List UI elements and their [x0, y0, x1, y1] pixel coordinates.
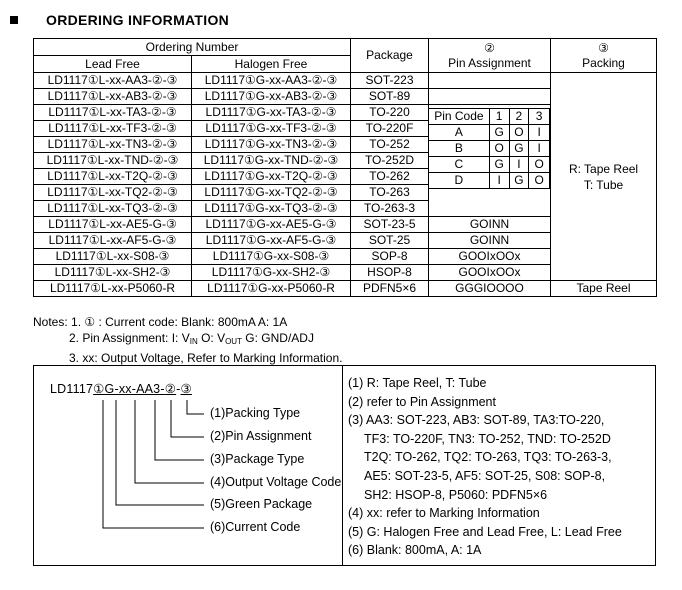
pin-code-row	[429, 173, 550, 189]
label-pin-assignment: (2)Pin Assignment	[210, 429, 312, 443]
halogen-free-part: LD1117①G-xx-T2Q-②-③	[192, 169, 351, 185]
package-cell: TO-220	[351, 105, 429, 121]
part-middle: -xx-AA3-	[114, 382, 165, 396]
halogen-free-header: Halogen Free	[192, 56, 351, 73]
halogen-free-part: LD1117①G-xx-TQ2-②-③	[192, 185, 351, 201]
subscript-out: OUT	[225, 337, 242, 346]
lead-free-part: LD1117①L-xx-TN3-②-③	[34, 137, 192, 153]
heading-text: ORDERING INFORMATION	[46, 12, 230, 28]
section-heading	[10, 12, 229, 28]
package-cell: HSOP-8	[351, 265, 429, 281]
pin-cell-empty	[429, 73, 551, 89]
lead-free-part: LD1117①L-xx-AE5-G-③	[34, 217, 192, 233]
package-cell: SOT-25	[351, 233, 429, 249]
package-cell: PDFN5×6	[351, 281, 429, 297]
label-current-code: (6)Current Code	[210, 520, 301, 534]
pin-code-row	[429, 141, 550, 157]
pin-assignment-cell: GGGIOOOO	[429, 281, 551, 297]
explanation-line: AE5: SOT-23-5, AF5: SOT-25, S08: SOP-8,	[364, 468, 606, 483]
package-cell: SOT-89	[351, 89, 429, 105]
pin-marker: ②	[484, 40, 495, 55]
packing-option: R: Tape Reel	[568, 161, 639, 176]
halogen-free-part: LD1117①G-xx-AF5-G-③	[192, 233, 351, 249]
square-bullet-icon	[10, 16, 18, 24]
lead-free-part: LD1117①L-xx-P5060-R	[34, 281, 192, 297]
packing-marker: ③	[598, 40, 609, 55]
package-cell: TO-263	[351, 185, 429, 201]
ordering-table	[33, 38, 657, 297]
lead-free-part: LD1117①L-xx-AA3-②-③	[34, 73, 192, 89]
pin-code-row	[429, 125, 550, 141]
pin-value: G	[509, 141, 529, 157]
halogen-free-part: LD1117①G-xx-TF3-②-③	[192, 121, 351, 137]
package-cell: TO-220F	[351, 121, 429, 137]
pin-assignment-label: Pin Assignment	[448, 55, 531, 70]
note-2-text: 2. Pin Assignment: I: V	[69, 331, 190, 345]
package-cell: SOT-223	[351, 73, 429, 89]
halogen-free-part: LD1117①G-xx-S08-③	[192, 249, 351, 265]
pin-marker: ②	[164, 382, 177, 396]
label-package-type: (3)Package Type	[210, 452, 305, 466]
explanation-line: (3) AA3: SOT-223, AB3: SOT-89, TA3:TO-220,	[348, 413, 605, 428]
pin-value: I	[529, 141, 550, 157]
lead-free-part: LD1117①L-xx-TQ2-②-③	[34, 185, 192, 201]
pin-value: G	[489, 157, 509, 173]
halogen-free-part: LD1117①G-xx-TN3-②-③	[192, 137, 351, 153]
notes	[33, 314, 342, 366]
pin-assignment-cell: GOINN	[429, 217, 551, 233]
packing-merged-cell	[551, 73, 657, 281]
pin-value: G	[509, 173, 529, 189]
table-row	[34, 73, 657, 89]
label-packing-type: (1)Packing Type	[210, 406, 301, 420]
package-cell: TO-252D	[351, 153, 429, 169]
lead-free-part: LD1117①L-xx-AB3-②-③	[34, 89, 192, 105]
pin-number: 3	[529, 109, 550, 125]
pin-value: O	[529, 173, 550, 189]
pin-code-header: Pin Code	[429, 109, 490, 125]
diagram-divider	[342, 366, 343, 565]
pin-number: 2	[509, 109, 529, 125]
pin-assignment-cell: GOINN	[429, 233, 551, 249]
lead-free-part: LD1117①L-xx-TQ3-②-③	[34, 201, 192, 217]
ordering-number-header: Ordering Number	[34, 39, 351, 56]
lead-free-part: LD1117①L-xx-SH2-③	[34, 265, 192, 281]
packing-header	[551, 39, 657, 73]
note-3: 3. xx: Output Voltage, Refer to Marking Information.	[69, 351, 343, 365]
pin-code-table	[429, 108, 551, 189]
explanation-line: T2Q: TO-262, TQ2: TO-263, TQ3: TO-263-3,	[364, 450, 612, 465]
pin-code-row	[429, 157, 550, 173]
lead-free-part: LD1117①L-xx-S08-③	[34, 249, 192, 265]
packing-option: T: Tube	[583, 177, 624, 192]
package-cell: TO-252	[351, 137, 429, 153]
note-1: Notes: 1. ① : Current code: Blank: 800mA A: 1A	[33, 315, 288, 329]
pin-assignment-header	[429, 39, 551, 73]
explanation-line: (1) R: Tape Reel, T: Tube	[348, 376, 487, 390]
pin-cell-empty	[429, 89, 551, 105]
lead-free-part: LD1117①L-xx-AF5-G-③	[34, 233, 192, 249]
pin-code: C	[429, 157, 490, 173]
pin-code-cell	[429, 105, 551, 217]
pin-number: 1	[489, 109, 509, 125]
pin-value: I	[509, 157, 529, 173]
note-2-text: G: GND/ADJ	[241, 331, 314, 345]
subscript-in: IN	[189, 337, 198, 346]
note-2-text: O: V	[197, 331, 226, 345]
halogen-free-part: LD1117①G-xx-P5060-R	[192, 281, 351, 297]
lead-free-part: LD1117①L-xx-T2Q-②-③	[34, 169, 192, 185]
halogen-free-part: LD1117①G-xx-TQ3-②-③	[192, 201, 351, 217]
lead-free-part: LD1117①L-xx-TA3-②-③	[34, 105, 192, 121]
lead-free-part: LD1117①L-xx-TF3-②-③	[34, 121, 192, 137]
packing-cell: Tape Reel	[551, 281, 657, 297]
pin-value: G	[489, 125, 509, 141]
halogen-free-part: LD1117①G-xx-AB3-②-③	[192, 89, 351, 105]
part-dash: -	[176, 382, 181, 396]
pin-value: I	[529, 125, 550, 141]
label-green-package: (5)Green Package	[210, 497, 313, 511]
pin-value: O	[529, 157, 550, 173]
pin-value: O	[489, 141, 509, 157]
pin-assignment-cell: GOOIxOOx	[429, 249, 551, 265]
halogen-free-part: LD1117①G-xx-TA3-②-③	[192, 105, 351, 121]
lead-free-header: Lead Free	[34, 56, 192, 73]
lead-free-part: LD1117①L-xx-TND-②-③	[34, 153, 192, 169]
pin-code: A	[429, 125, 490, 141]
pin-code: D	[429, 173, 490, 189]
pin-value: I	[489, 173, 509, 189]
explanation-line: (6) Blank: 800mA, A: 1A	[348, 543, 482, 558]
explanation-line: SH2: HSOP-8, P5060: PDFN5×6	[364, 487, 548, 502]
pin-code-header-row	[429, 109, 550, 125]
pin-value: O	[509, 125, 529, 141]
packing-marker: ③	[180, 382, 192, 396]
note-2	[33, 330, 342, 350]
halogen-free-part: LD1117①G-xx-TND-②-③	[192, 153, 351, 169]
explanation-line: TF3: TO-220F, TN3: TO-252, TND: TO-252D	[364, 431, 611, 446]
label-output-voltage-code: (4)Output Voltage Code	[210, 475, 342, 489]
package-cell: SOT-23-5	[351, 217, 429, 233]
current-code-marker: ①	[93, 382, 105, 396]
explanation-line: (2) refer to Pin Assignment	[348, 394, 496, 409]
package-cell: TO-262	[351, 169, 429, 185]
package-header: Package	[351, 39, 429, 73]
package-cell: SOP-8	[351, 249, 429, 265]
part-number-diagram	[33, 365, 656, 566]
pin-assignment-cell: GOOIxOOx	[429, 265, 551, 281]
diagram-explanations	[348, 374, 622, 560]
part-prefix: LD1117	[50, 382, 94, 396]
explanation-line: (5) G: Halogen Free and Lead Free, L: Lead Free	[348, 524, 622, 539]
halogen-free-part: LD1117①G-xx-AE5-G-③	[192, 217, 351, 233]
halogen-free-part: LD1117①G-xx-SH2-③	[192, 265, 351, 281]
halogen-free-part: LD1117①G-xx-AA3-②-③	[192, 73, 351, 89]
package-cell: TO-263-3	[351, 201, 429, 217]
green-marker: G	[104, 382, 115, 396]
pin-code: B	[429, 141, 490, 157]
explanation-line: (4) xx: refer to Marking Information	[348, 506, 540, 521]
table-row	[34, 281, 657, 297]
packing-label: Packing	[582, 55, 625, 70]
